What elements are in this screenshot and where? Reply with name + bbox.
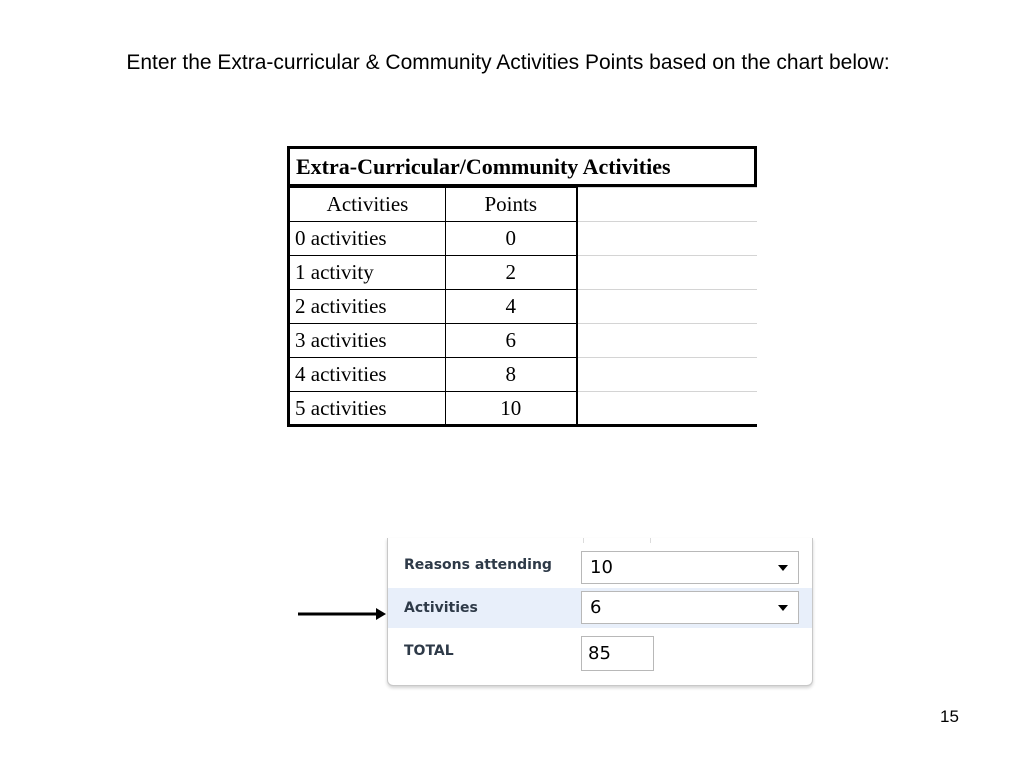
table-row <box>289 290 758 324</box>
reasons-attending-value: 10 <box>590 557 613 578</box>
empty-cell <box>577 222 758 256</box>
points-table <box>287 187 757 427</box>
arrow-right-icon <box>298 604 388 624</box>
activities-cell: 0 activities <box>289 222 446 256</box>
form-row-reasons-attending <box>388 545 812 585</box>
reasons-attending-label: Reasons attending <box>404 557 552 573</box>
points-cell: 4 <box>446 290 577 324</box>
empty-cell <box>577 392 758 426</box>
chevron-down-icon[interactable] <box>778 605 788 611</box>
table-row <box>289 358 758 392</box>
table-row <box>289 392 758 426</box>
empty-cell <box>577 290 758 324</box>
points-cell: 6 <box>446 324 577 358</box>
activities-cell: 2 activities <box>289 290 446 324</box>
form-row-activities <box>388 588 812 628</box>
empty-cell <box>577 324 758 358</box>
activities-cell: 5 activities <box>289 392 446 426</box>
chevron-down-icon[interactable] <box>778 565 788 571</box>
points-cell: 0 <box>446 222 577 256</box>
header-activities: Activities <box>289 188 446 222</box>
points-cell: 2 <box>446 256 577 290</box>
empty-cell <box>577 358 758 392</box>
reasons-attending-select[interactable] <box>581 551 799 584</box>
empty-cell <box>577 256 758 290</box>
activities-value: 6 <box>590 597 602 618</box>
table-row <box>289 256 758 290</box>
chart-title: Extra-Curricular/Community Activities <box>287 146 757 187</box>
total-label: TOTAL <box>404 643 454 659</box>
panel-divider <box>583 538 651 543</box>
points-cell: 8 <box>446 358 577 392</box>
header-points: Points <box>446 188 577 222</box>
activities-label: Activities <box>404 600 478 616</box>
total-field[interactable]: 85 <box>581 636 654 671</box>
score-form-panel <box>387 538 813 686</box>
empty-cell <box>577 188 758 222</box>
activities-points-chart <box>287 146 757 439</box>
table-row <box>289 324 758 358</box>
form-row-total <box>388 631 812 671</box>
points-cell: 10 <box>446 392 577 426</box>
activities-cell: 4 activities <box>289 358 446 392</box>
activities-cell: 1 activity <box>289 256 446 290</box>
activities-cell: 3 activities <box>289 324 446 358</box>
activities-select[interactable] <box>581 591 799 624</box>
instruction-text: Enter the Extra-curricular & Community Activities Points based on the chart below: <box>126 51 890 74</box>
table-row <box>289 222 758 256</box>
table-header-row <box>289 188 758 222</box>
page-number: 15 <box>940 707 959 726</box>
